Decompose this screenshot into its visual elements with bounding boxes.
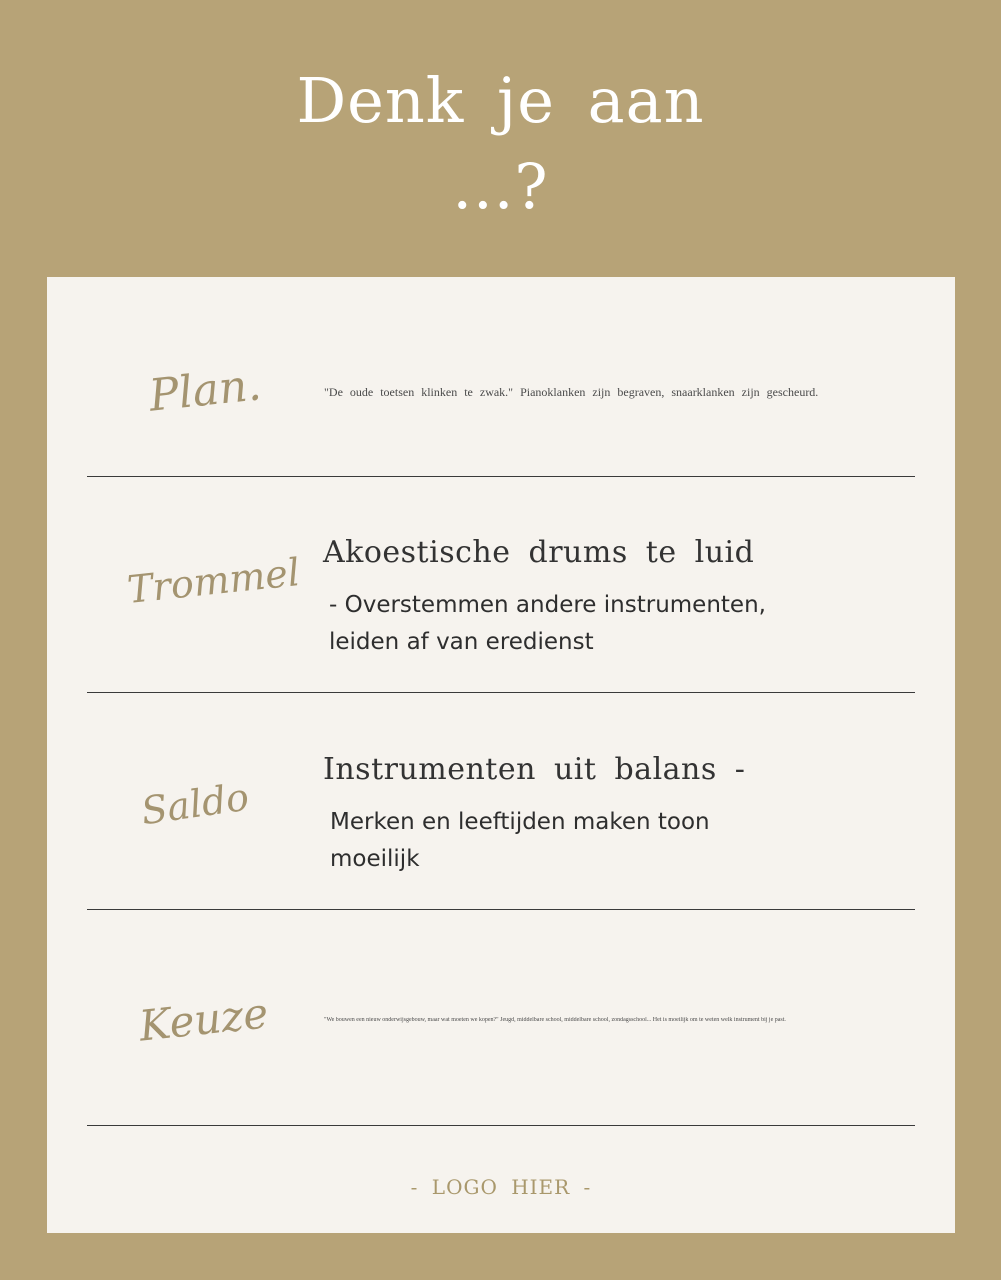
divider	[87, 1125, 915, 1126]
divider	[87, 909, 915, 910]
logo-placeholder: - LOGO HIER -	[410, 1175, 592, 1199]
script-label-trommel: Trommel	[125, 550, 302, 612]
sub-line: Merken en leeftijden maken toon	[330, 809, 710, 835]
sub-line: leiden af van eredienst	[329, 629, 594, 655]
sub-line: - Overstemmen andere instrumenten,	[329, 592, 766, 618]
section-text-plan: "De oude toetsen klinken te zwak." Pianoklanken zijn begraven, snaarklanken zijn gescheurd.	[324, 385, 819, 399]
page-title	[0, 58, 1001, 230]
divider	[87, 476, 915, 477]
section-text-keuze: "We bouwen een nieuw onderwijsgebouw, maar wat moeten we kopen?" Jeugd, middelbare school, middelbare school, zondagsschool... Het is moeilijk om te weten welk instrument bij je past.	[324, 1017, 786, 1023]
section-sub-saldo	[330, 804, 810, 878]
divider	[87, 692, 915, 693]
script-label-keuze: Keuze	[136, 988, 271, 1051]
sub-line: moeilijk	[330, 846, 420, 872]
content-card	[47, 277, 955, 1233]
section-heading-saldo: Instrumenten uit balans -	[323, 752, 746, 787]
title-line-1: Denk je aan	[296, 64, 705, 137]
section-sub-trommel	[329, 587, 809, 661]
title-line-2: ...?	[452, 150, 549, 223]
script-label-plan: Plan.	[146, 359, 264, 422]
script-label-saldo: Saldo	[138, 774, 252, 834]
section-heading-trommel: Akoestische drums te luid	[323, 535, 755, 570]
